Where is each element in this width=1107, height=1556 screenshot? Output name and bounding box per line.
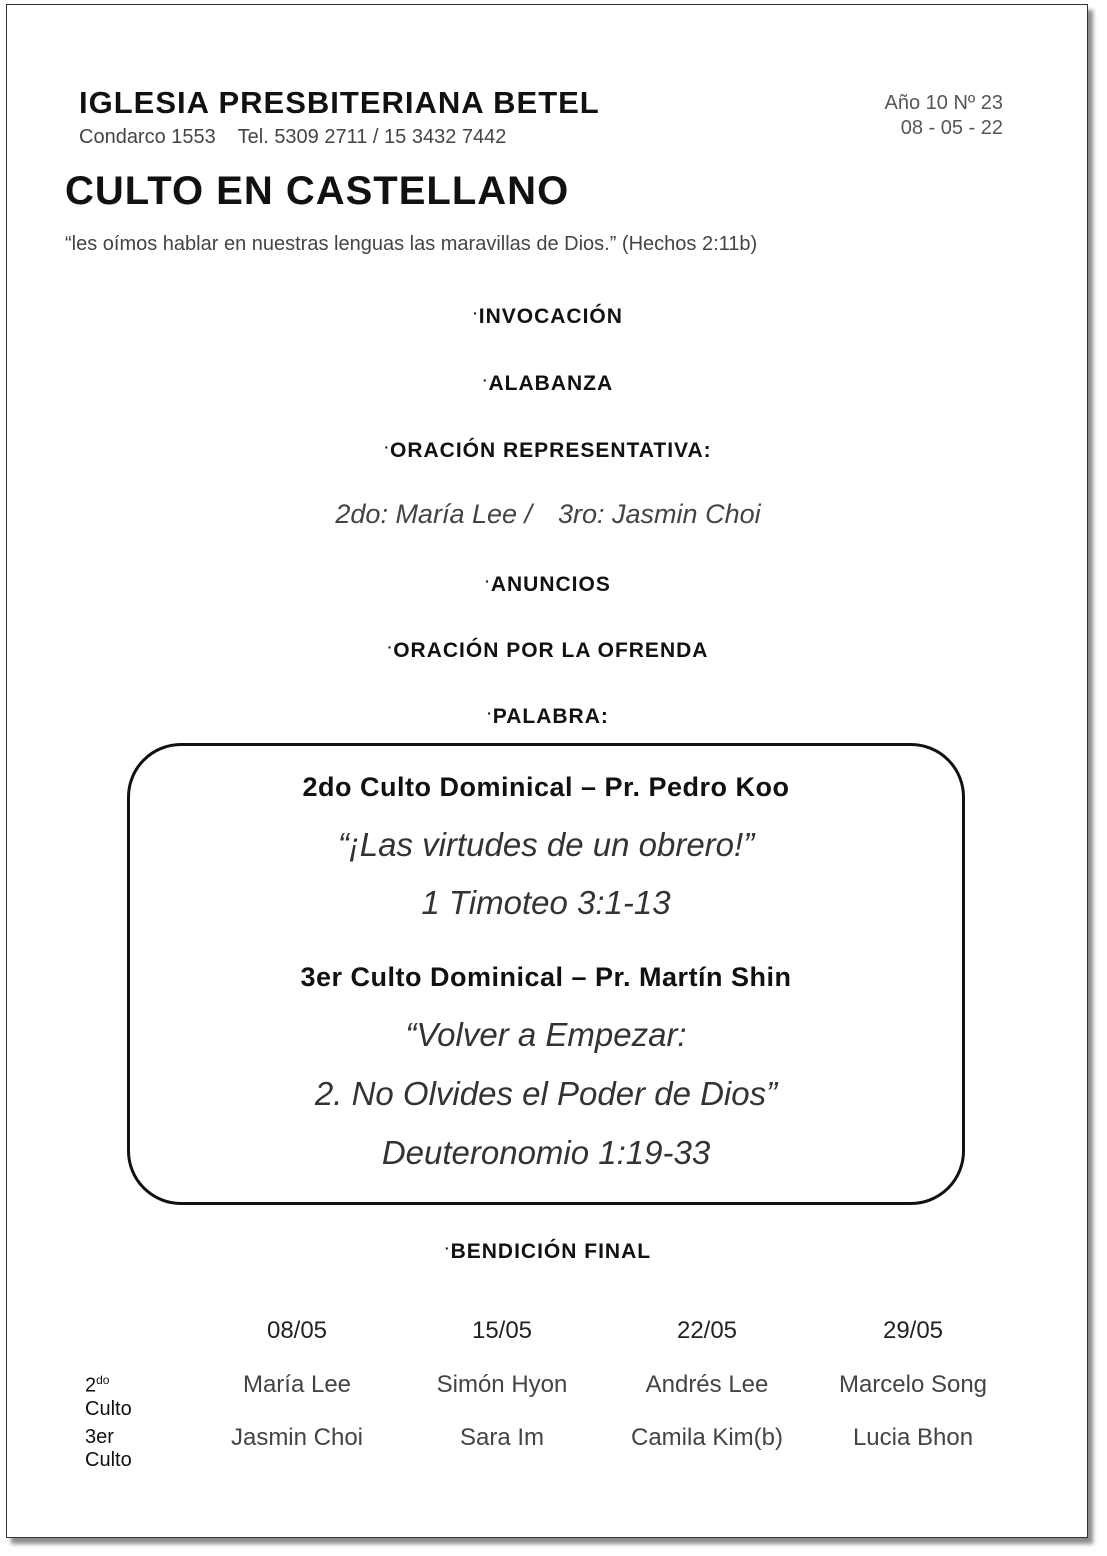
sermon-3-heading: 3er Culto Dominical – Pr. Martín Shin [300,962,792,992]
rep-second: 2do: María Lee / [335,499,533,529]
roster-cell: Jasmin Choi [230,1424,364,1451]
bullet: · [485,573,491,589]
roster-cell: Simón Hyon [436,1371,568,1398]
order-alabanza [7,372,1089,396]
bullet: · [473,305,479,321]
order-label: ORACIÓN REPRESENTATIVA: [389,439,712,462]
order-oracion-representativa [7,439,1089,463]
issue-date: 08 - 05 - 22 [900,117,1003,139]
roster-date: 22/05 [676,1317,738,1344]
bullet: · [444,1240,451,1256]
order-oracion-ofrenda [7,639,1089,663]
roster-cell: Andrés Lee [645,1371,769,1398]
order-anuncios [7,573,1089,597]
church-name: IGLESIA PRESBITERIANA BETEL [79,85,600,120]
bulletin-page [6,4,1088,1538]
service-title: CULTO EN CASTELLANO [65,169,570,213]
roster-cell: Camila Kim(b) [630,1424,783,1451]
sermon-3-title-line2: 2. No Olvides el Poder de Dios” [314,1075,778,1112]
roster-date: 08/05 [266,1317,328,1344]
order-bendicion [7,1240,1089,1264]
order-label: PALABRA: [492,705,609,728]
roster-cell: Sara Im [459,1424,545,1451]
label-num: 2 [85,1374,97,1397]
bullet: · [487,705,493,721]
representatives [7,499,1089,530]
roster-cell: María Lee [242,1371,352,1398]
order-label: BENDICIÓN FINAL [450,1240,652,1263]
sermon-3-passage: Deuteronomio 1:19-33 [381,1134,711,1171]
sermon-2-title: “¡Las virtudes de un obrero!” [337,826,755,863]
sermon-2-heading: 2do Culto Dominical – Pr. Pedro Koo [302,772,790,802]
order-label: ALABANZA [488,372,614,395]
roster-row-label-3er: 3er Culto [85,1426,132,1471]
roster-date: 15/05 [471,1317,533,1344]
label-sup: do [96,1373,110,1387]
church-contact: Condarco 1553 Tel. 5309 2711 / 15 3432 7442 [79,126,507,148]
bible-quote: “les oímos hablar en nuestras lenguas las maravillas de Dios.” (Hechos 2:11b) [65,233,758,255]
order-label: ORACIÓN POR LA OFRENDA [393,639,709,662]
bullet: · [387,639,394,655]
label-word: Culto [85,1397,132,1420]
order-label: ANUNCIOS [490,573,611,596]
order-palabra [7,705,1089,729]
roster-cell: Lucia Bhon [852,1424,974,1451]
bullet: · [482,372,489,388]
issue-info [885,91,1004,141]
sermon-2-passage: 1 Timoteo 3:1-13 [421,884,671,921]
roster-date: 29/05 [882,1317,944,1344]
order-label: INVOCACIÓN [478,305,623,328]
sermon-box [127,743,965,1205]
sermon-3-title-line1: “Volver a Empezar: [405,1016,687,1053]
roster-row-label-2do [85,1373,132,1421]
roster-cell: Marcelo Song [838,1371,988,1398]
rep-third: 3ro: Jasmin Choi [558,499,761,529]
order-invocacion [7,305,1089,329]
bullet: · [384,439,390,455]
issue-number: Año 10 Nº 23 [884,92,1003,114]
